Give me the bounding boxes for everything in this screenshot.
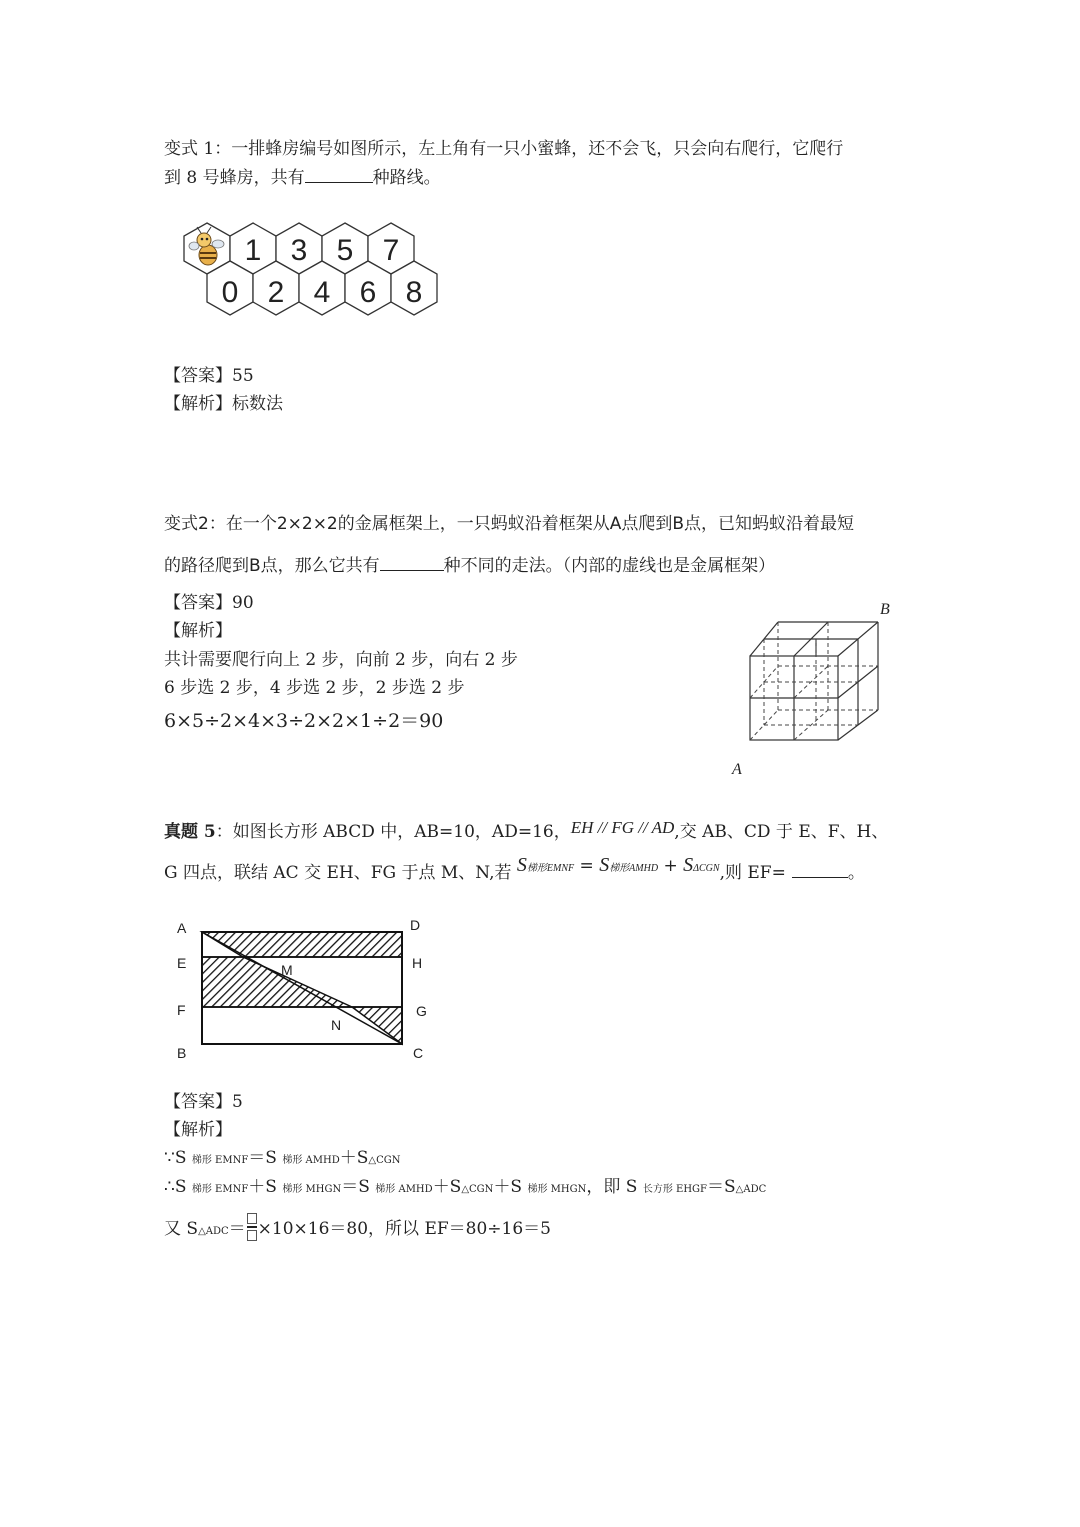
rectangle-figure bbox=[170, 912, 440, 1062]
vertex-C-label: C bbox=[413, 1045, 424, 1061]
fraction-placeholder-icon bbox=[246, 1213, 258, 1241]
point-B-label: B bbox=[880, 601, 890, 618]
problem2-step3: 6×5÷2×4×3÷2×2×1÷2＝90 bbox=[164, 710, 444, 732]
reasoning-line-2: ∴S 梯形 EMNF＋S 梯形 MHGN＝S 梯形 AMHD＋S△CGN＋S 梯形 MHGN，即 S 长方形 EHGF＝S△ADC bbox=[164, 1177, 767, 1197]
problem3-line1-a: ：如图长方形 ABCD 中，AB=10，AD=16， bbox=[215, 822, 571, 842]
answer-value: 55 bbox=[232, 366, 254, 386]
vertex-A-label: A bbox=[177, 920, 187, 936]
vertex-B-label: B bbox=[177, 1045, 187, 1061]
answer-label: 【答案】 bbox=[164, 366, 232, 386]
hex-label-4: 4 bbox=[313, 276, 331, 309]
hex-label-1: 1 bbox=[244, 234, 262, 267]
problem2-line2-post: 种不同的走法。（内部的虚线也是金属框架） bbox=[443, 556, 776, 576]
hex-label-6: 6 bbox=[359, 276, 377, 309]
problem1-line2-pre: 到 8 号蜂房，共有 bbox=[164, 168, 305, 188]
trapezoid-AMHD bbox=[202, 932, 402, 957]
problem1-line2 bbox=[164, 163, 441, 188]
problem3-answer bbox=[164, 1087, 243, 1112]
problem2-line1: 变式2：在一个2×2×2的金属框架上，一只蚂蚁沿着框架从A点爬到B点，已知蚂蚁沿着最短 bbox=[164, 514, 855, 534]
point-A-label: A bbox=[732, 761, 742, 778]
point-H-label: H bbox=[412, 955, 423, 971]
answer-label: 【答案】 bbox=[164, 1092, 232, 1112]
reasoning-line-1: ∵S 梯形 EMNF＝S 梯形 AMHD＋S△CGN bbox=[164, 1148, 401, 1168]
hex-label-7: 7 bbox=[382, 234, 400, 267]
hex-label-2: 2 bbox=[267, 276, 285, 309]
problem1-analysis bbox=[164, 389, 283, 414]
problem3-line2-b: ,则 EF= bbox=[719, 863, 786, 883]
reasoning-line-3: 又 S△ADC＝ ×10×16＝80，所以 EF＝80÷16＝5 bbox=[164, 1214, 551, 1244]
answer-value: 90 bbox=[232, 593, 254, 613]
answer-blank bbox=[305, 181, 373, 183]
problem2-step1: 共计需要爬行向上 2 步，向前 2 步，向右 2 步 bbox=[164, 650, 518, 670]
point-E-label: E bbox=[177, 955, 187, 971]
hex-label-8: 8 bbox=[405, 276, 423, 309]
problem3-analysis-label: 【解析】 bbox=[164, 1120, 232, 1140]
hex-label-0: 0 bbox=[221, 276, 239, 309]
answer-value: 5 bbox=[232, 1092, 243, 1112]
answer-blank bbox=[380, 569, 444, 571]
honeycomb-figure bbox=[180, 218, 445, 320]
hex-label-3: 3 bbox=[290, 234, 308, 267]
triangle-CGN bbox=[352, 1007, 402, 1044]
problem3-line2-a: G 四点，联结 AC 交 EH、FG 于点 M、N,若 bbox=[164, 863, 517, 883]
problem1-line1: 变式 1：一排蜂房编号如图所示，左上角有一只小蜜蜂，还不会飞，只会向右爬行，它爬行 bbox=[164, 139, 844, 159]
problem2-analysis-label: 【解析】 bbox=[164, 621, 232, 641]
problem2-step2: 6 步选 2 步，4 步选 2 步，2 步选 2 步 bbox=[164, 678, 465, 698]
point-N-label: N bbox=[331, 1017, 342, 1033]
point-F-label: F bbox=[177, 1002, 186, 1018]
answer-blank bbox=[792, 876, 848, 878]
problem3-line2-end: 。 bbox=[847, 863, 865, 883]
problem2-line2 bbox=[164, 551, 775, 576]
hex-label-5: 5 bbox=[336, 234, 354, 267]
point-M-label: M bbox=[281, 962, 293, 978]
answer-label: 【答案】 bbox=[164, 593, 232, 613]
vertex-D-label: D bbox=[410, 917, 421, 933]
area-equation: S梯形EMNF = S梯形AMHD + SΔCGN bbox=[516, 854, 720, 876]
problem3-title: 真题 5 bbox=[164, 822, 216, 842]
problem2-answer bbox=[164, 588, 254, 613]
problem2-line2-pre: 的路径爬到B点，那么它共有 bbox=[164, 556, 380, 576]
problem1-line2-post: 种路线。 bbox=[372, 168, 441, 188]
parallel-expression: EH // FG // AD bbox=[570, 818, 675, 837]
problem1-answer bbox=[164, 361, 254, 386]
problem3-line1 bbox=[164, 817, 888, 842]
analysis-label: 【解析】 bbox=[164, 394, 232, 414]
point-G-label: G bbox=[416, 1003, 427, 1019]
trapezoid-EMNF bbox=[202, 957, 352, 1007]
problem3-line2 bbox=[164, 854, 865, 884]
problem3-line1-b: ,交 AB、CD 于 E、F、H、 bbox=[674, 822, 889, 842]
analysis-text: 标数法 bbox=[232, 394, 283, 414]
cube-frame-figure bbox=[720, 596, 900, 781]
